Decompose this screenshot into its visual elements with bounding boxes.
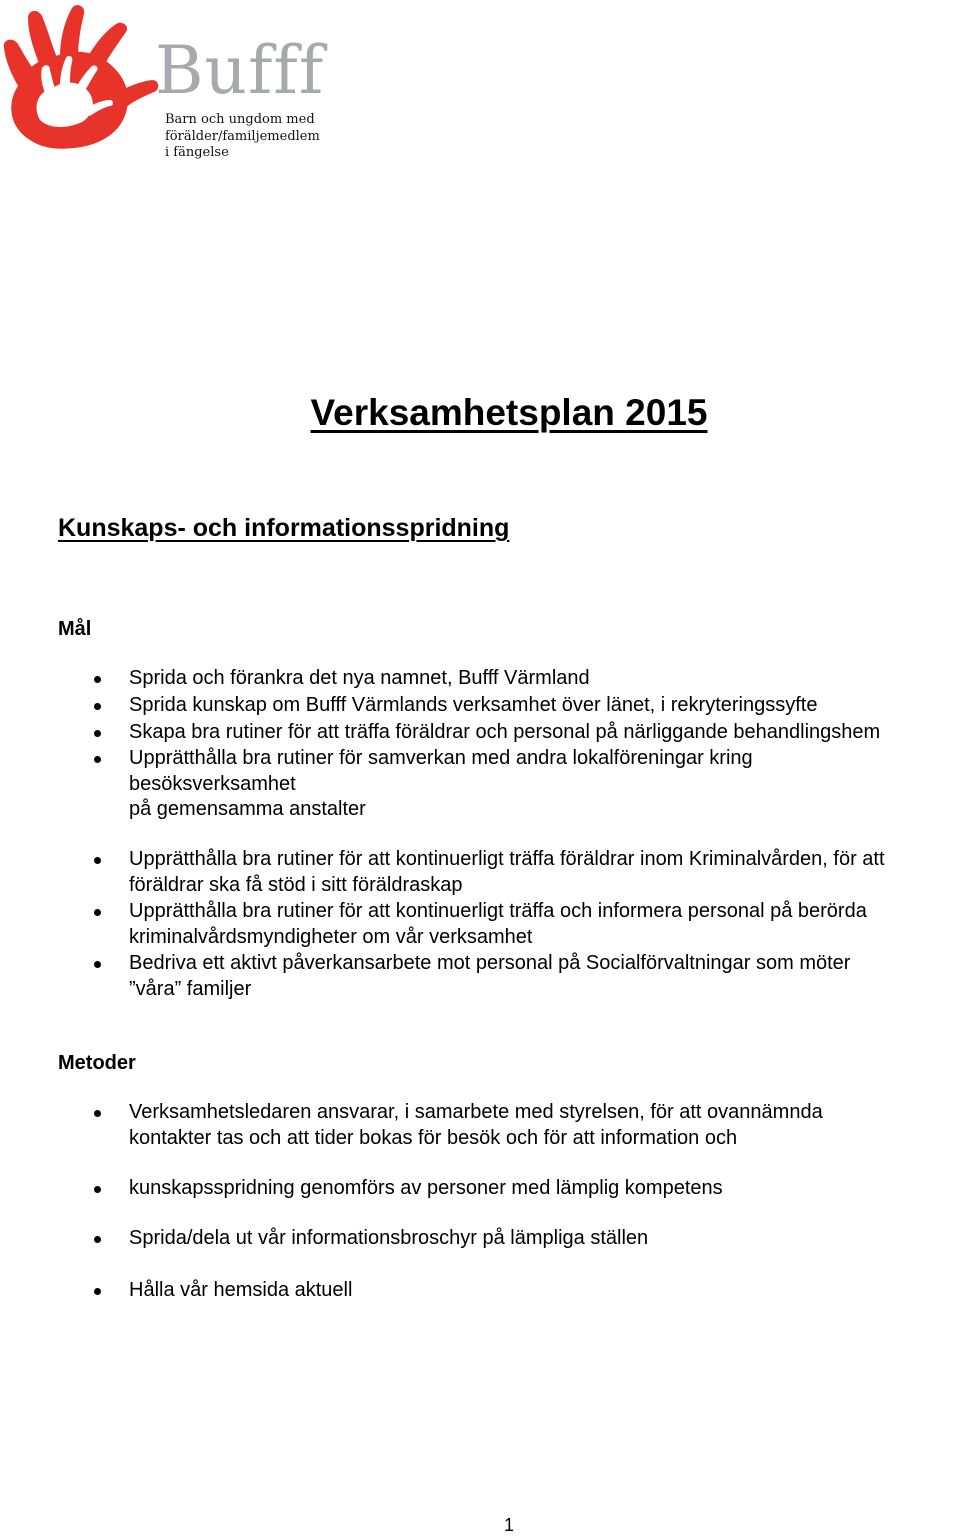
goal-item-line: Upprätthålla bra rutiner för att kontinuerligt träffa och informera personal på berörda — [129, 900, 867, 922]
method-item-line: kontakter tas och att tider bokas för besök och för att information och — [129, 1126, 738, 1149]
goal-item-line: Skapa bra rutiner för att träffa föräldrar och personal på närliggande behandlingshem — [129, 721, 881, 743]
goal-item-line: ”våra” familjer — [129, 977, 252, 1000]
method-item-line: Verksamhetsledaren ansvarar, i samarbete med styrelsen, för att ovannämnda — [129, 1101, 823, 1123]
method-item-line: Sprida/dela ut vår informationsbroschyr på lämpliga ställen — [129, 1227, 649, 1249]
method-item — [129, 1176, 959, 1202]
goal-item-line: föräldrar ska få stöd i sitt föräldraskap — [129, 873, 463, 896]
goal-item-line: på gemensamma anstalter — [129, 798, 366, 820]
logo-tagline-line: i fängelse — [165, 145, 229, 160]
method-item — [129, 1226, 959, 1252]
goals-heading: Mål — [58, 618, 92, 640]
method-item-line: Hålla vår hemsida aktuell — [129, 1279, 353, 1301]
goal-item — [129, 847, 959, 898]
goal-item-line: Sprida och förankra det nya namnet, Bufff Värmland — [129, 667, 590, 689]
goal-item — [129, 746, 959, 823]
goal-item-line: Upprätthålla bra rutiner för att kontinuerligt träffa föräldrar inom Kriminalvården, för att — [129, 848, 885, 870]
bufff-logo — [0, 0, 340, 170]
logo-tagline-line: Barn och ungdom med — [165, 112, 315, 127]
goal-item — [129, 951, 959, 1002]
method-item — [129, 1278, 959, 1304]
methods-heading: Metoder — [58, 1052, 136, 1074]
goal-item-line: Bedriva ett aktivt påverkansarbete mot personal på Socialförvaltningar som möter — [129, 952, 851, 974]
document-title: Verksamhetsplan 2015 — [310, 392, 708, 433]
goal-item-line: Sprida kunskap om Bufff Värmlands verksamhet över länet, i rekryteringssyfte — [129, 694, 818, 716]
section-title: Kunskaps- och informationsspridning — [58, 514, 510, 542]
goal-item-line: besöksverksamhet — [129, 772, 296, 795]
logo-tagline-line: förälder/familjemedlem — [165, 128, 320, 144]
goal-item — [129, 899, 959, 950]
hand-logo-icon — [0, 0, 160, 155]
method-item-line: kunskapsspridning genomförs av personer med lämplig kompetens — [129, 1177, 723, 1199]
method-item — [129, 1100, 959, 1151]
goal-item-line: Upprätthålla bra rutiner för samverkan med andra lokalföreningar kring — [129, 747, 753, 769]
page-number: 1 — [503, 1515, 514, 1535]
logo-wordmark: Bufff — [155, 32, 325, 109]
goal-item — [129, 720, 959, 746]
goal-item — [129, 693, 959, 719]
goal-item — [129, 666, 959, 692]
logo-tagline — [165, 112, 320, 162]
goal-item-line: kriminalvårdsmyndigheter om vår verksamhet — [129, 925, 533, 948]
